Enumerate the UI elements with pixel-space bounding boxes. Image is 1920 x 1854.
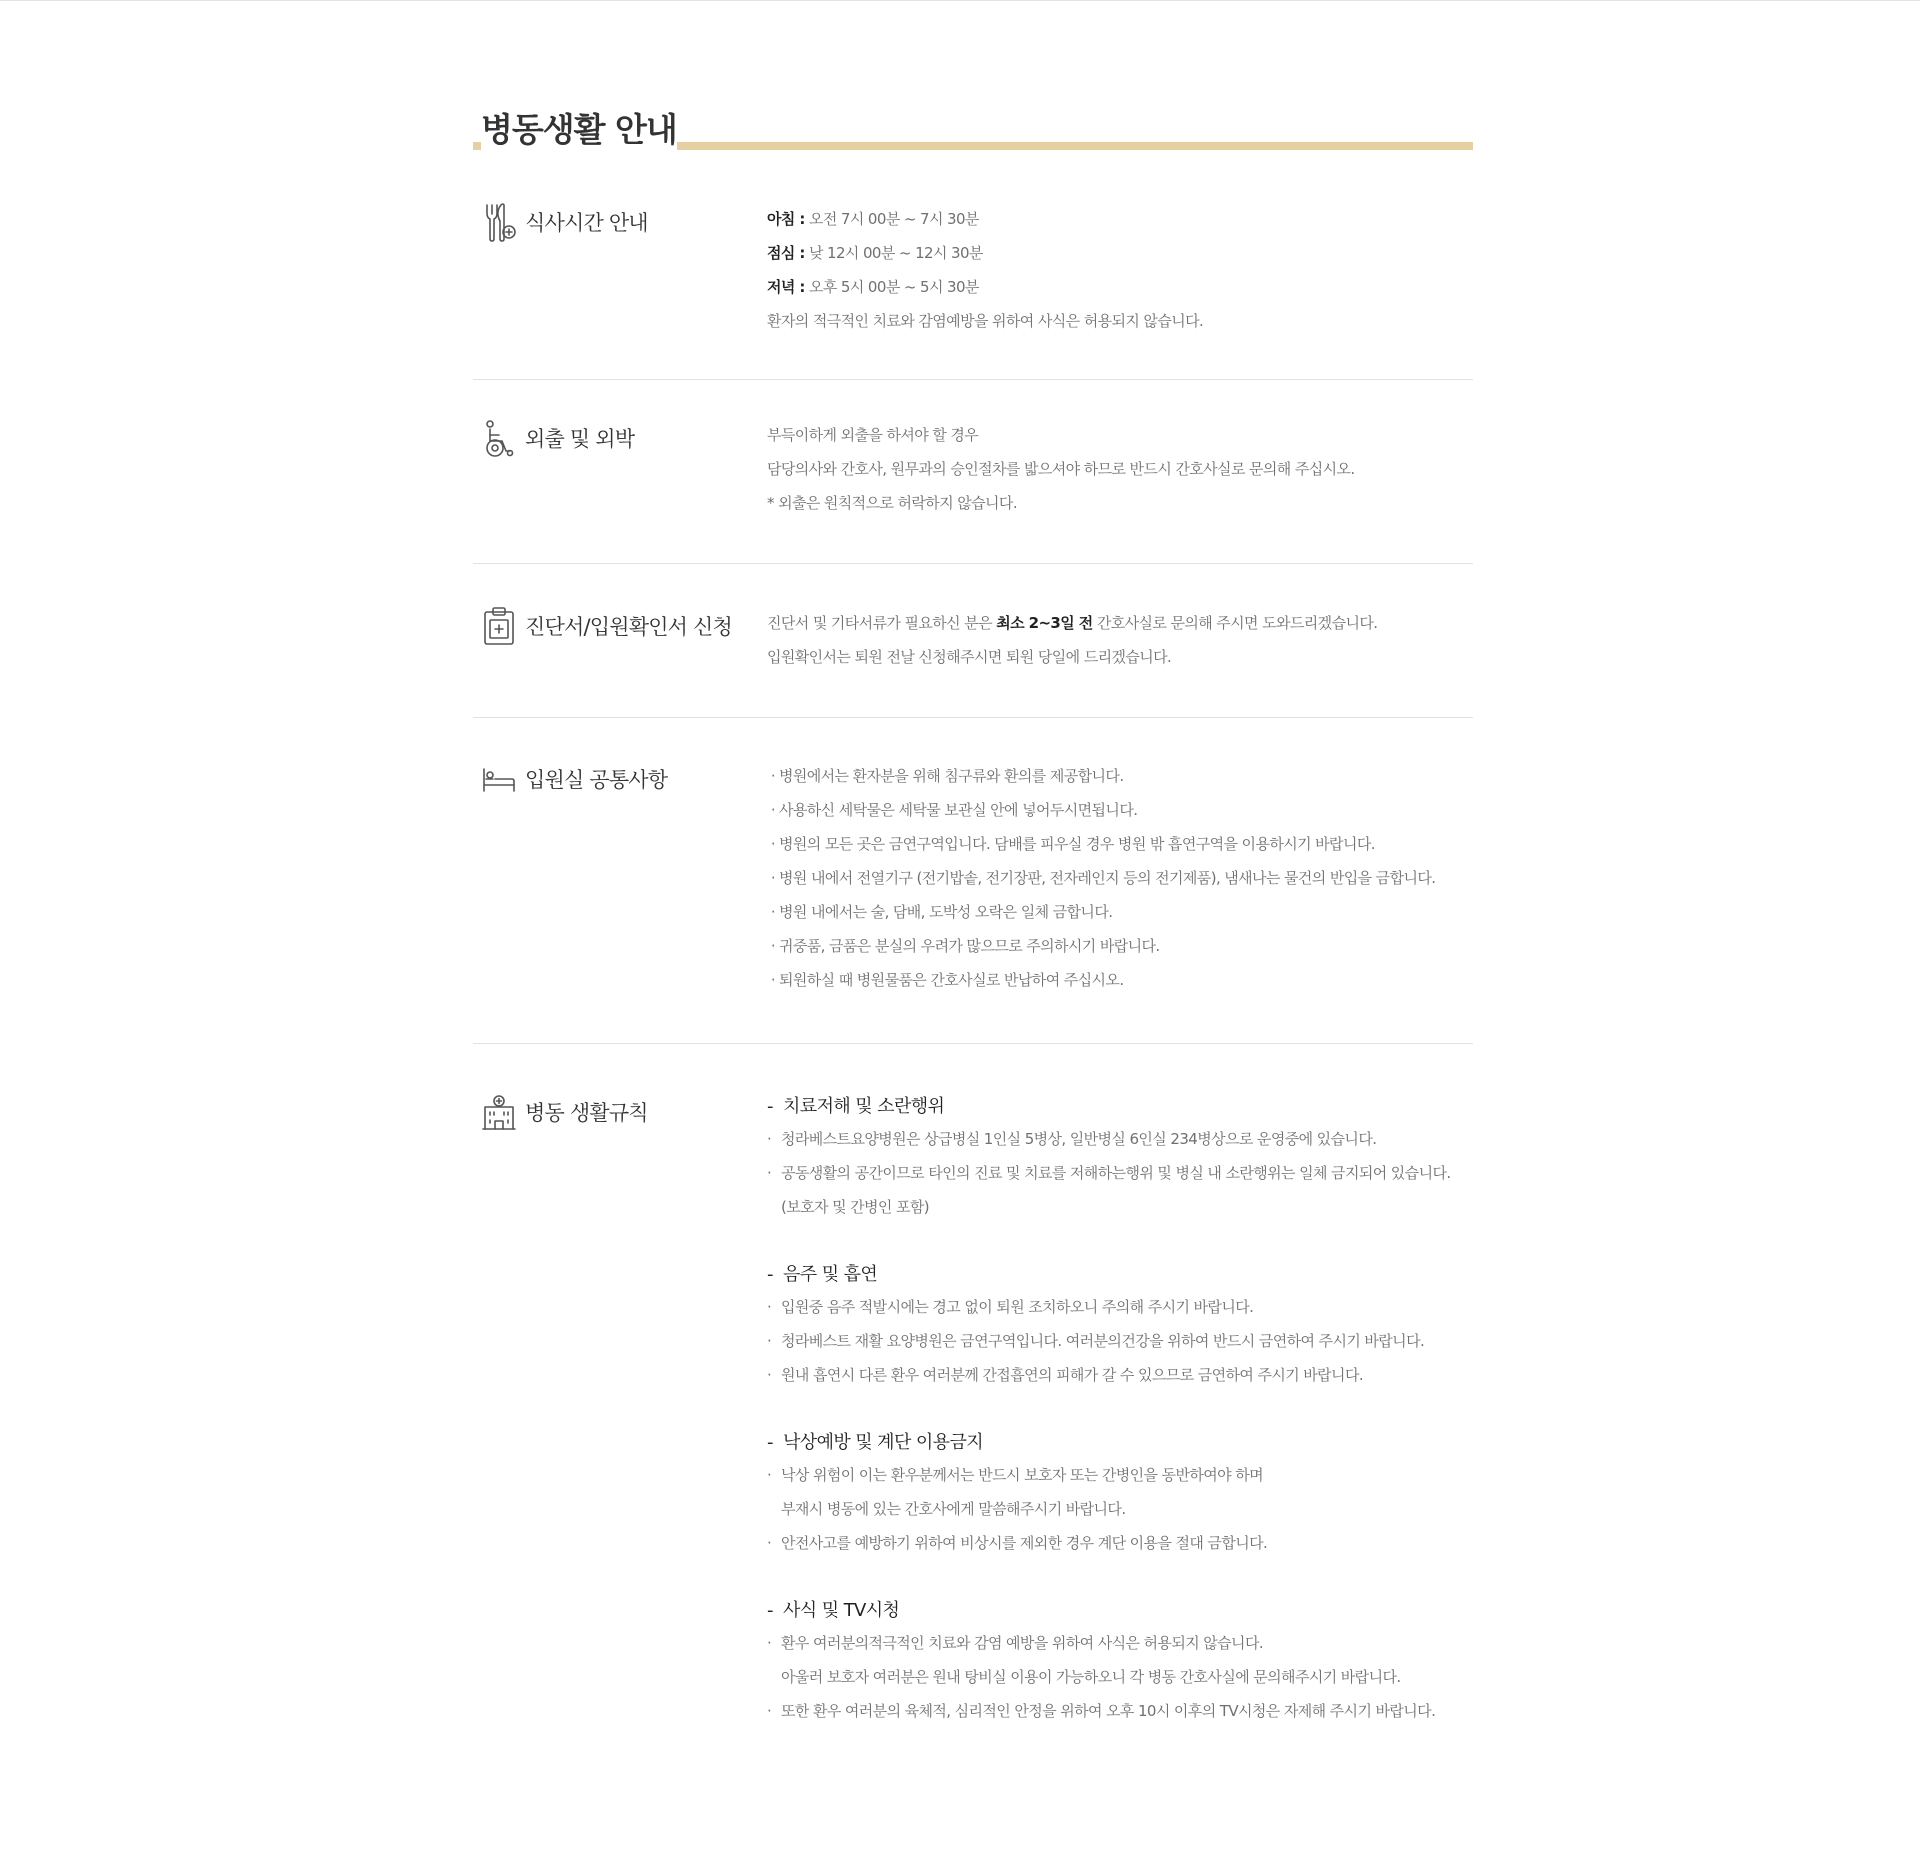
section-divider <box>473 1043 1473 1044</box>
top-border <box>0 0 1920 1</box>
rule-heading-text: 치료저해 및 소란행위 <box>783 1096 945 1117</box>
certificate-line <box>767 606 1473 640</box>
list-item-text: 병원 내에서 전열기구 (전기밥솥, 전기장판, 전자레인지 등의 전기제품), 냄새나는 물건의 반입을 금합니다. <box>779 869 1436 887</box>
breakfast-label: 아침 : <box>767 210 805 228</box>
certificate-text: 진단서 및 기타서류가 필요하신 분은 <box>767 614 997 632</box>
meal-body <box>767 202 1473 338</box>
common-body <box>767 759 1473 997</box>
bullet: · <box>770 869 776 887</box>
bullet: · <box>770 835 776 853</box>
rule-group-heading <box>767 1260 1473 1290</box>
bullet: · <box>767 1634 772 1652</box>
rule-heading-text: 음주 및 흡연 <box>783 1264 878 1285</box>
rule-heading-text: 낙상예방 및 계단 이용금지 <box>783 1432 984 1453</box>
bullet: · <box>770 767 776 785</box>
rule-heading-text: 사식 및 TV시청 <box>783 1600 900 1621</box>
bullet: · <box>770 971 776 989</box>
meal-section-header <box>481 202 648 242</box>
dinner-time: 오후 5시 00분 ~ 5시 30분 <box>804 278 979 296</box>
rules-title: 병동 생활규칙 <box>525 1101 648 1125</box>
certificate-deadline: 최소 2~3일 전 <box>996 614 1093 632</box>
list-item <box>767 827 1473 861</box>
dash: - <box>767 1432 773 1453</box>
list-item-text: 병원의 모든 곳은 금연구역입니다. 담배를 피우실 경우 병원 밖 흡연구역을 이용하시기 바랍니다. <box>779 835 1375 853</box>
clipboard-icon <box>481 606 517 646</box>
bullet: · <box>767 1702 772 1720</box>
rule-item <box>767 1122 1473 1156</box>
list-item <box>767 963 1473 997</box>
certificate-section-header <box>481 606 732 646</box>
rule-group-heading <box>767 1092 1473 1122</box>
rule-item <box>767 1458 1473 1492</box>
list-item-text: 병원에서는 환자분을 위해 침구류와 환의를 제공합니다. <box>779 767 1124 785</box>
rule-item-text: 낙상 위험이 이는 환우분께서는 반드시 보호자 또는 간병인을 동반하여야 하며 <box>781 1466 1263 1484</box>
fork-knife-icon <box>481 202 517 242</box>
list-item-text: 귀중품, 금품은 분실의 우려가 많으므로 주의하시기 바랍니다. <box>779 937 1160 955</box>
certificate-line: 입원확인서는 퇴원 전날 신청해주시면 퇴원 당일에 드리겠습니다. <box>767 648 1172 666</box>
rule-item <box>767 1156 1473 1190</box>
outing-section-header <box>481 418 634 458</box>
rule-item-text: 안전사고를 예방하기 위하여 비상시를 제외한 경우 계단 이용을 절대 금합니다. <box>781 1534 1268 1552</box>
dash: - <box>767 1096 773 1117</box>
section-divider <box>473 717 1473 718</box>
outing-body <box>767 418 1473 520</box>
rule-group-heading <box>767 1596 1473 1626</box>
certificate-section <box>473 606 1473 686</box>
outing-line: 부득이하게 외출을 하셔야 할 경우 <box>767 426 979 444</box>
breakfast-row <box>767 202 1473 236</box>
rule-item <box>767 1324 1473 1358</box>
dinner-row <box>767 270 1473 304</box>
dinner-label: 저녁 : <box>767 278 805 296</box>
rule-item <box>767 1526 1473 1560</box>
list-item <box>767 861 1473 895</box>
common-title: 입원실 공통사항 <box>525 768 668 792</box>
bullet: · <box>770 937 776 955</box>
common-section <box>473 759 1473 1009</box>
bullet: · <box>770 801 776 819</box>
rule-item-text: 또한 환우 여러분의 육체적, 심리적인 안정을 위하여 오후 10시 이후의 TV시청은 자제해 주시기 바랍니다. <box>781 1702 1436 1720</box>
rule-item-text: 원내 흡연시 다른 환우 여러분께 간접흡연의 피해가 갈 수 있으므로 금연하여 주시기 바랍니다. <box>781 1366 1364 1384</box>
list-item-text: 사용하신 세탁물은 세탁물 보관실 안에 넣어두시면됩니다. <box>779 801 1138 819</box>
outing-note: * 외출은 원칙적으로 허락하지 않습니다. <box>767 494 1017 512</box>
rule-group-heading <box>767 1428 1473 1458</box>
bullet: · <box>767 1164 772 1182</box>
certificate-body <box>767 606 1473 674</box>
meal-note: 환자의 적극적인 치료와 감염예방을 위하여 사식은 허용되지 않습니다. <box>767 312 1204 330</box>
certificate-text: 간호사실로 문의해 주시면 도와드리겠습니다. <box>1092 614 1378 632</box>
list-item <box>767 929 1473 963</box>
bullet: · <box>767 1366 772 1384</box>
rule-item <box>767 1358 1473 1392</box>
outing-title: 외출 및 외박 <box>525 427 635 451</box>
rule-item <box>767 1626 1473 1660</box>
bullet: · <box>767 1466 772 1484</box>
meal-title: 식사시간 안내 <box>525 211 648 235</box>
dash: - <box>767 1264 773 1285</box>
certificate-title: 진단서/입원확인서 신청 <box>525 615 733 639</box>
bed-icon <box>481 759 517 799</box>
rule-item <box>767 1290 1473 1324</box>
rules-section <box>473 1092 1473 1752</box>
rule-item-continuation: 부재시 병동에 있는 간호사에게 말씀해주시기 바랍니다. <box>781 1500 1126 1518</box>
rule-item-text: 공동생활의 공간이므로 타인의 진료 및 치료를 저해하는행위 및 병실 내 소란행위는 일체 금지되어 있습니다. <box>781 1164 1451 1182</box>
dash: - <box>767 1600 773 1621</box>
list-item <box>767 895 1473 929</box>
bullet: · <box>767 1534 772 1552</box>
rule-group <box>767 1428 1473 1560</box>
page-header <box>473 100 1473 156</box>
outing-section <box>473 418 1473 538</box>
hospital-building-icon <box>481 1092 517 1132</box>
rule-item-text: 입원중 음주 적발시에는 경고 없이 퇴원 조치하오니 주의해 주시기 바랍니다. <box>781 1298 1254 1316</box>
rule-group <box>767 1092 1473 1224</box>
list-item <box>767 793 1473 827</box>
rule-item-continuation: 아울러 보호자 여러분은 원내 탕비실 이용이 가능하오니 각 병동 간호사실에 문의해주시기 바랍니다. <box>781 1668 1401 1686</box>
rules-section-header <box>481 1092 648 1132</box>
lunch-time: 낮 12시 00분 ~ 12시 30분 <box>804 244 983 262</box>
rule-item <box>767 1694 1473 1728</box>
meal-section <box>473 202 1473 352</box>
rule-item-text: 청라베스트 재활 요양병원은 금연구역입니다. 여러분의건강을 위하여 반드시 금연하여 주시기 바랍니다. <box>781 1332 1425 1350</box>
common-section-header <box>481 759 667 799</box>
rule-group <box>767 1260 1473 1392</box>
page-title: 병동생활 안내 <box>481 104 677 151</box>
lunch-label: 점심 : <box>767 244 805 262</box>
list-item-text: 병원 내에서는 술, 담배, 도박성 오락은 일체 금합니다. <box>779 903 1113 921</box>
rules-body <box>767 1092 1473 1764</box>
section-divider <box>473 379 1473 380</box>
bullet: · <box>767 1130 772 1148</box>
breakfast-time: 오전 7시 00분 ~ 7시 30분 <box>804 210 979 228</box>
rule-group <box>767 1596 1473 1728</box>
outing-line: 담당의사와 간호사, 원무과의 승인절차를 밟으셔야 하므로 반드시 간호사실로 문의해 주십시오. <box>767 460 1355 478</box>
wheelchair-icon <box>481 418 517 458</box>
rule-item-text: 청라베스트요양병원은 상급병실 1인실 5병상, 일반병실 6인실 234병상으로 운영중에 있습니다. <box>781 1130 1377 1148</box>
rule-item-text: 환우 여러분의적극적인 치료와 감염 예방을 위하여 사식은 허용되지 않습니다. <box>781 1634 1263 1652</box>
section-divider <box>473 563 1473 564</box>
lunch-row <box>767 236 1473 270</box>
rule-item-continuation: (보호자 및 간병인 포함) <box>781 1198 930 1216</box>
bullet: · <box>767 1298 772 1316</box>
bullet: · <box>770 903 776 921</box>
list-item <box>767 759 1473 793</box>
bullet: · <box>767 1332 772 1350</box>
list-item-text: 퇴원하실 때 병원물품은 간호사실로 반납하여 주십시오. <box>779 971 1124 989</box>
